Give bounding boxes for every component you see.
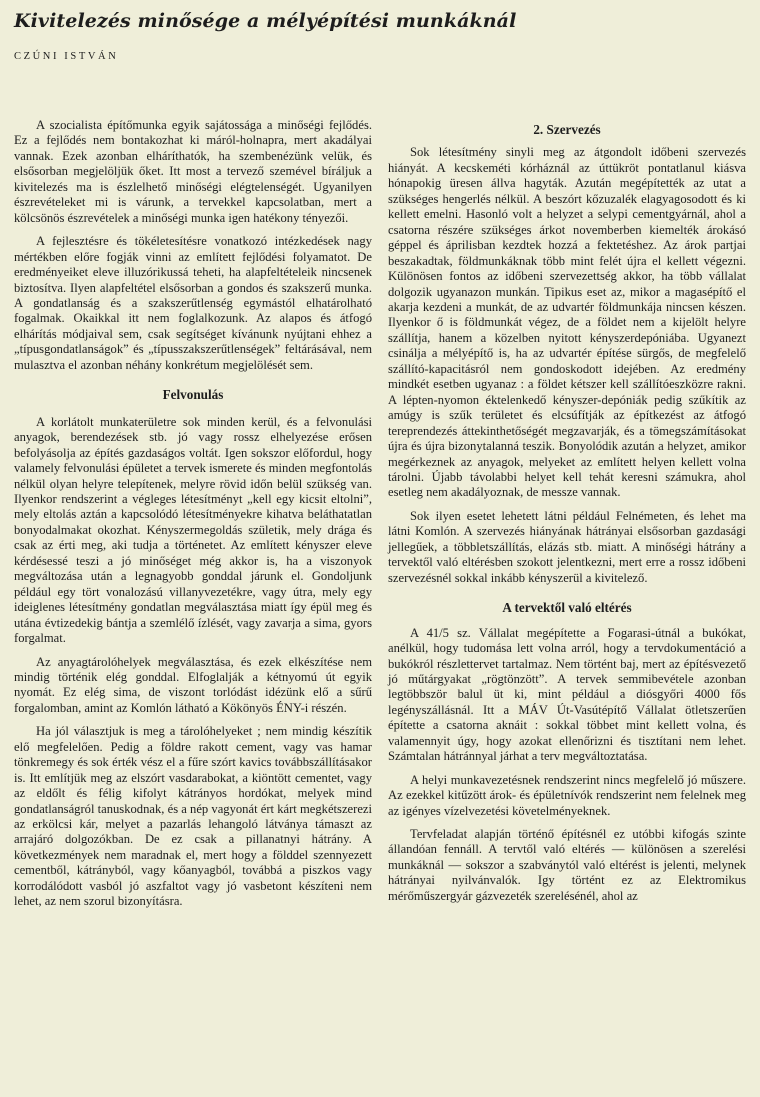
paragraph: Sok létesítmény sinyli meg az átgondolt időbeni szervezés hiányát. A kecskeméti kórháznál az úttükröt pontatlanul kiásva hónapokig üresen állva hagyták. Azután megépítették az utat a szükséges hengerlés nélkül. A beszórt kőzuzalék elagyagosodott és ki kellett emelni. Hasonló volt a helyzet a selypi cementgyárnál, ahol a csatorna részére szükséges árkot novemberben kiemelték árokásó géppel és áprilisban kezdtek hozzá a fektetéshez. Az árok partjai beszakadtak, földmunkáknak több mint felét újra el kellett végezni. Különösen fontos az időbeni szervezettség akkor, ha több vállalat dolgozik ugyanazon munkán. Tipikus eset az, mikor a magasépítő el akarja kezdeni a munkát, de az udvartér földmunkája nincsen készen. Ilyenkor ő is földmunkát végez, de a földet nem a kijelölt helyre szállítja, hanem a közelben nyitott kényszerdepóniába. Ugyanezt csinálja a mélyépítő is, ha az udvartér építése sürgős, de megfelelő szállító-kapacitásról nem gondoskodott idejében. Az eredmény mindkét esetben ugyanaz : a földet kétszer kell szállítóeszközre rakni. A lépten-nyomon éktelenkedő kényszer-depóniák pedig szűkítik az amúgy is szűk területet és elcsúfítják az építkezést az átfogó tereprendezés áttekinthetőségét megzavarják, és a tömegszámításokat újra és újra bizonytalanná teszik. Bonyolódik azután a helyzet, amikor megérkeznek az anyagok, melyeket az említett helyen kellett volna tárolni. Újabb távolabbi helyet kell tehát keresni számukra, ahol esetleg nem akadályoznak, de messze vannak. bbox=[388, 145, 746, 500]
right-column bbox=[388, 122, 746, 912]
paragraph: A 41/5 sz. Vállalat megépítette a Fogarasi-útnál a bukókat, anélkül, hogy tudomása lett volna arról, hogy a tervdokumentáció a bukókról részlettervet tartalmaz. Nem történt baj, mert az építésvezető jó műtárgyakat „rögtönzött”. A tervek semmibevétele azonban legtöbbször balul üt ki, mint például a diósgyőri 4000 fős legényszállásnál. Itt a MÁV Út-Vasútépítő Vállalat ötletszerűen építette a csatorna aknáit : sokkal többet mint kellett volna, és valamennyit úgy, hogy azokat ellenőrizni és tisztítani nem lehet. Számtalan hátránnyal járhat a terv megváltoztatása. bbox=[388, 625, 746, 764]
paragraph: A korlátolt munkaterületre sok minden kerül, és a felvonulási anyagok, berendezések stb. jó vagy rossz elhelyezése erősen befolyásolja az építés gazdaságos voltát. Igen sokszor előfordul, hogy valamely felvonulási épületet a tervek ismerete és minden megfontolás nélkül olyan helyre telepítenek, melyre rövid időn belül szükség van. Ilyenkor rendszerint a végleges létesítményt „kell egy kicsit eltolni”, mely eltolás aztán a kapcsolódó létesítményekre kihatva beláthatatlan bonyodalmakat okozhat. Kényszermegoldás születik, mely drága és csak az érti meg, aki tudja a történetet. Az említett kényszer eleve kérdésessé teszi a jó minőséget még akkor is, ha a viszonyok megváltozása után a legnagyobb gonddal járunk el. Gondoljunk például egy tört vonalozású villanyvezetékre, vagy útra, mely egy ideiglenes létesítmény gondatlan megválasztása miatt így épül meg és utána évtizedekig bántja a szemlélő ízlését, vagy zavarja a sima, gyors forgalmat. bbox=[14, 414, 372, 646]
left-column bbox=[14, 118, 372, 918]
paragraph: Az anyagtárolóhelyek megválasztása, és ezek elkészítése nem mindig történik elég gonddal. Elfoglalják a kétnyomú út egyik nyomát. Ez elég sima, de viszont torlódást idézünk elő a sűrű forgalomban, amint az Komlón látható a Kökönyös ÉNY-i részén. bbox=[14, 654, 372, 715]
section-heading: 2. Szervezés bbox=[533, 122, 601, 137]
paragraph: A fejlesztésre és tökéletesítésre vonatkozó intézkedések nagy mértékben előre fogják vinni az említett fejlődési folyamatot. De eredményeiket eleve illuzórikussá teheti, ha alapfeltételeik nincsenek biztosítva. Ilyen alapfeltétel elsősorban a gondos és szakszerű munka. A gondatlanság és a szakszerűtlenség egymástól elhatárolható fogalmak. Okaikkal itt nem foglalkozunk. Az alapos és átfogó elhárítás módjaival sem, csak segítséget kívánunk nyújtani ehhez a „típusgondatlanságok” és „típusszakszerűtlenségek” feltárásával, nem mulasztva el azonban néhány konkrétum megjelölését sem. bbox=[14, 234, 372, 372]
paragraph: A helyi munkavezetésnek rendszerint nincs megfelelő jó műszere. Az ezekkel kitűzött árok- és épületnívók rendszerint nem felelnek meg az igényes vízelvezetési követelményeknek. bbox=[388, 772, 746, 818]
article-author: CZÚNI ISTVÁN bbox=[14, 51, 119, 62]
paragraph: Ha jól választjuk is meg a tárolóhelyeket ; nem mindig készítik elő megfelelően. Pedig a földre rakott cement, vagy vas hamar tönkremegy és sok érték vész el a fűre szórt kavics továbbszállításakor is. Itt említjük meg az elszórt vasdarabokat, a kiöntött cementet, vagy az eldőlt és félig kifolyt kátrányos hordókat, melyek mind gondatlanságról tanuskodnak, és a nép vagyonát ért kárt megkétszerezi az erkölcsi kár, melyet a pazarlás lehangoló látványa támaszt az arrajáró dolgozókban. De ez csak a pillanatnyi hátrány. A következmények nem maradnak el, mert hogy a földdel szennyezett cementből, kátrányból, vagy kőanyagból, továbbá a piszkos vagy korrodálódott vasból jó aszfaltot vagy jó vasbetont készíteni nem lehet, az nem szorul bizonyításra. bbox=[14, 724, 372, 909]
paragraph: Sok ilyen esetet lehetett látni például Felnémeten, és lehet ma látni Komlón. A szervezés hiányának hátrányai elsősorban gazdasági jellegűek, a többletszállítás, elázás stb. miatt. A minőségi hátrány a tervektől való eltérésben szokott jelentkezni, mert erre a rossz időbeni szervezésnél sokkal inkább kényszerül a kivitelező. bbox=[388, 508, 746, 585]
paragraph: Tervfeladat alapján történő építésnél ez utóbbi kifogás szinte állandóan fennáll. A tervtől való eltérés — különösen a szerelési munkáknál — sokszor a szabványtól való eltérést is jelenti, melynek hátrányai nyilvánvalók. Igy történt ez az Elektromikus mérőműszergyár gázvezeték szerelésénél, ahol az bbox=[388, 827, 746, 903]
section-heading: A tervektől való eltérés bbox=[502, 600, 632, 616]
paragraph: A szocialista építőmunka egyik sajátossága a minőségi fejlődés. Ez a fejlődés nem bontakozhat ki máról-holnapra, mert akadályai vannak. Ezek azonban elháríthatók, ha szembenézünk velük, és elsősorban megjelöljük őket. Itt most a tervező szemével bíráljuk a kivitelezés ma is észlelhető minőségi elégtelenségét. Ugyanilyen észrevételeket mi is várunk, a tervekkel kapcsolatban, mert a kölcsönös észrevételek a minőségi munka igen hatékony tényezői. bbox=[14, 118, 372, 225]
section-heading: Felvonulás bbox=[162, 387, 224, 403]
article-title: Kivitelezés minősége a mélyépítési munkáknál bbox=[14, 10, 517, 32]
